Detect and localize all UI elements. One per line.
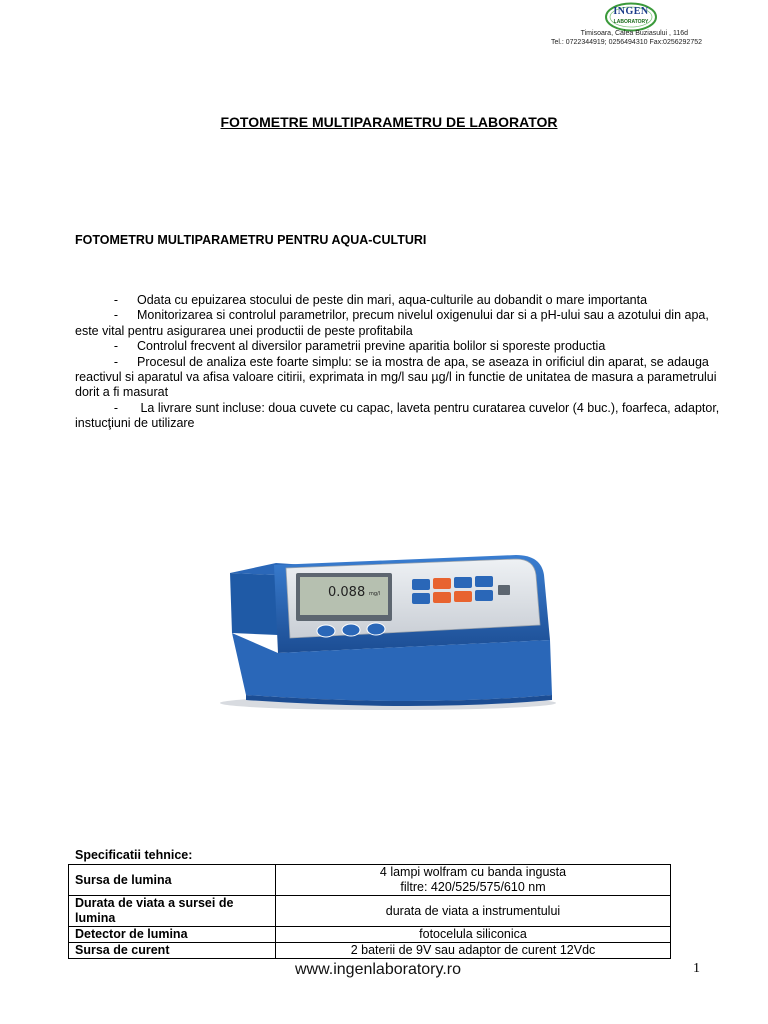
key	[433, 578, 451, 589]
display-value: 0.088	[328, 585, 366, 600]
table-row	[69, 943, 671, 959]
contact-line: Tel.: 0722344919; 0256494310 Fax:0256292752	[550, 39, 702, 46]
bullet-dash: -	[113, 400, 119, 415]
soft-key	[342, 624, 360, 636]
list-item-text: Monitorizarea si controlul parametrilor, precum nivelul oxigenului dar si a pH-ului sau a azotului din apa, este vital pentru asigurarea unei productii de peste profitabila	[75, 308, 709, 338]
spec-value-line: filtre: 420/525/575/610 nm	[400, 880, 546, 894]
spec-value-line: 4 lampi wolfram cu banda ingusta	[379, 865, 567, 879]
key	[475, 576, 493, 587]
table-row	[69, 896, 671, 927]
key	[454, 577, 472, 588]
address-line: Timisoara, Calea Buziasului , 116d	[580, 30, 688, 37]
key	[454, 591, 472, 602]
photometer-illustration	[216, 545, 560, 710]
spec-key: Detector de lumina	[69, 927, 276, 943]
list-item	[75, 339, 720, 354]
list-item-text: Controlul frecvent al diversilor parametrii previne aparitia bolilor si sporeste productia	[137, 339, 606, 354]
bullet-dash: -	[113, 308, 119, 323]
list-item	[75, 293, 720, 308]
list-item	[75, 308, 720, 339]
soft-key	[367, 623, 385, 635]
page-title: FOTOMETRE MULTIPARAMETRU DE LABORATOR	[220, 114, 558, 130]
company-logo	[604, 2, 658, 32]
lcd-display	[296, 573, 392, 621]
specs-title: Specificatii tehnice:	[75, 848, 193, 862]
list-item-text: Procesul de analiza este foarte simplu: se ia mostra de apa, se aseaza in orificiul din aparat, se adauga reactivul si aparatul va afisa valoare citirii, exprimata in mg/l sau µg/l in functie de unitatea de masura a parametrului dorit a fi masurat	[75, 354, 717, 400]
spec-key: Sursa de lumina	[69, 865, 276, 896]
spec-value: fotocelula siliconica	[276, 927, 671, 943]
list-item-text: Odata cu epuizarea stocului de peste din mari, aqua-culturile au dobandit o mare importanta	[137, 293, 648, 307]
bullet-dash: -	[113, 354, 119, 369]
spec-key: Sursa de curent	[69, 943, 276, 959]
feature-list	[75, 293, 720, 432]
spec-key: Durata de viata a sursei de lumina	[69, 896, 276, 927]
logo-subtext: LABORATORY	[613, 19, 649, 25]
table-row	[69, 865, 671, 896]
list-item	[75, 355, 720, 401]
footer-url: www.ingenlaboratory.ro	[294, 961, 461, 978]
display-unit: mg/l	[369, 591, 381, 597]
page-number: 1	[693, 961, 700, 976]
spec-value: durata de viata a instrumentului	[276, 896, 671, 927]
logo-text: INGEN	[613, 6, 649, 17]
section-title: FOTOMETRU MULTIPARAMETRU PENTRU AQUA-CULTURI	[75, 233, 427, 247]
list-item	[75, 401, 720, 432]
spec-value	[276, 865, 671, 896]
photometer-image	[216, 545, 560, 710]
bullet-dash: -	[113, 293, 119, 307]
table-row	[69, 927, 671, 943]
bullet-dash: -	[113, 339, 119, 354]
list-item-text: La livrare sunt incluse: doua cuvete cu capac, laveta pentru curatarea cuvelor (4 buc.), foarfeca, adaptor, instucţiuni de utilizare	[75, 400, 720, 431]
key	[433, 592, 451, 603]
soft-key	[317, 625, 335, 637]
key	[412, 579, 430, 590]
spec-value: 2 baterii de 9V sau adaptor de curent 12Vdc	[276, 943, 671, 959]
specs-table	[68, 864, 671, 959]
key	[412, 593, 430, 604]
key	[475, 590, 493, 601]
